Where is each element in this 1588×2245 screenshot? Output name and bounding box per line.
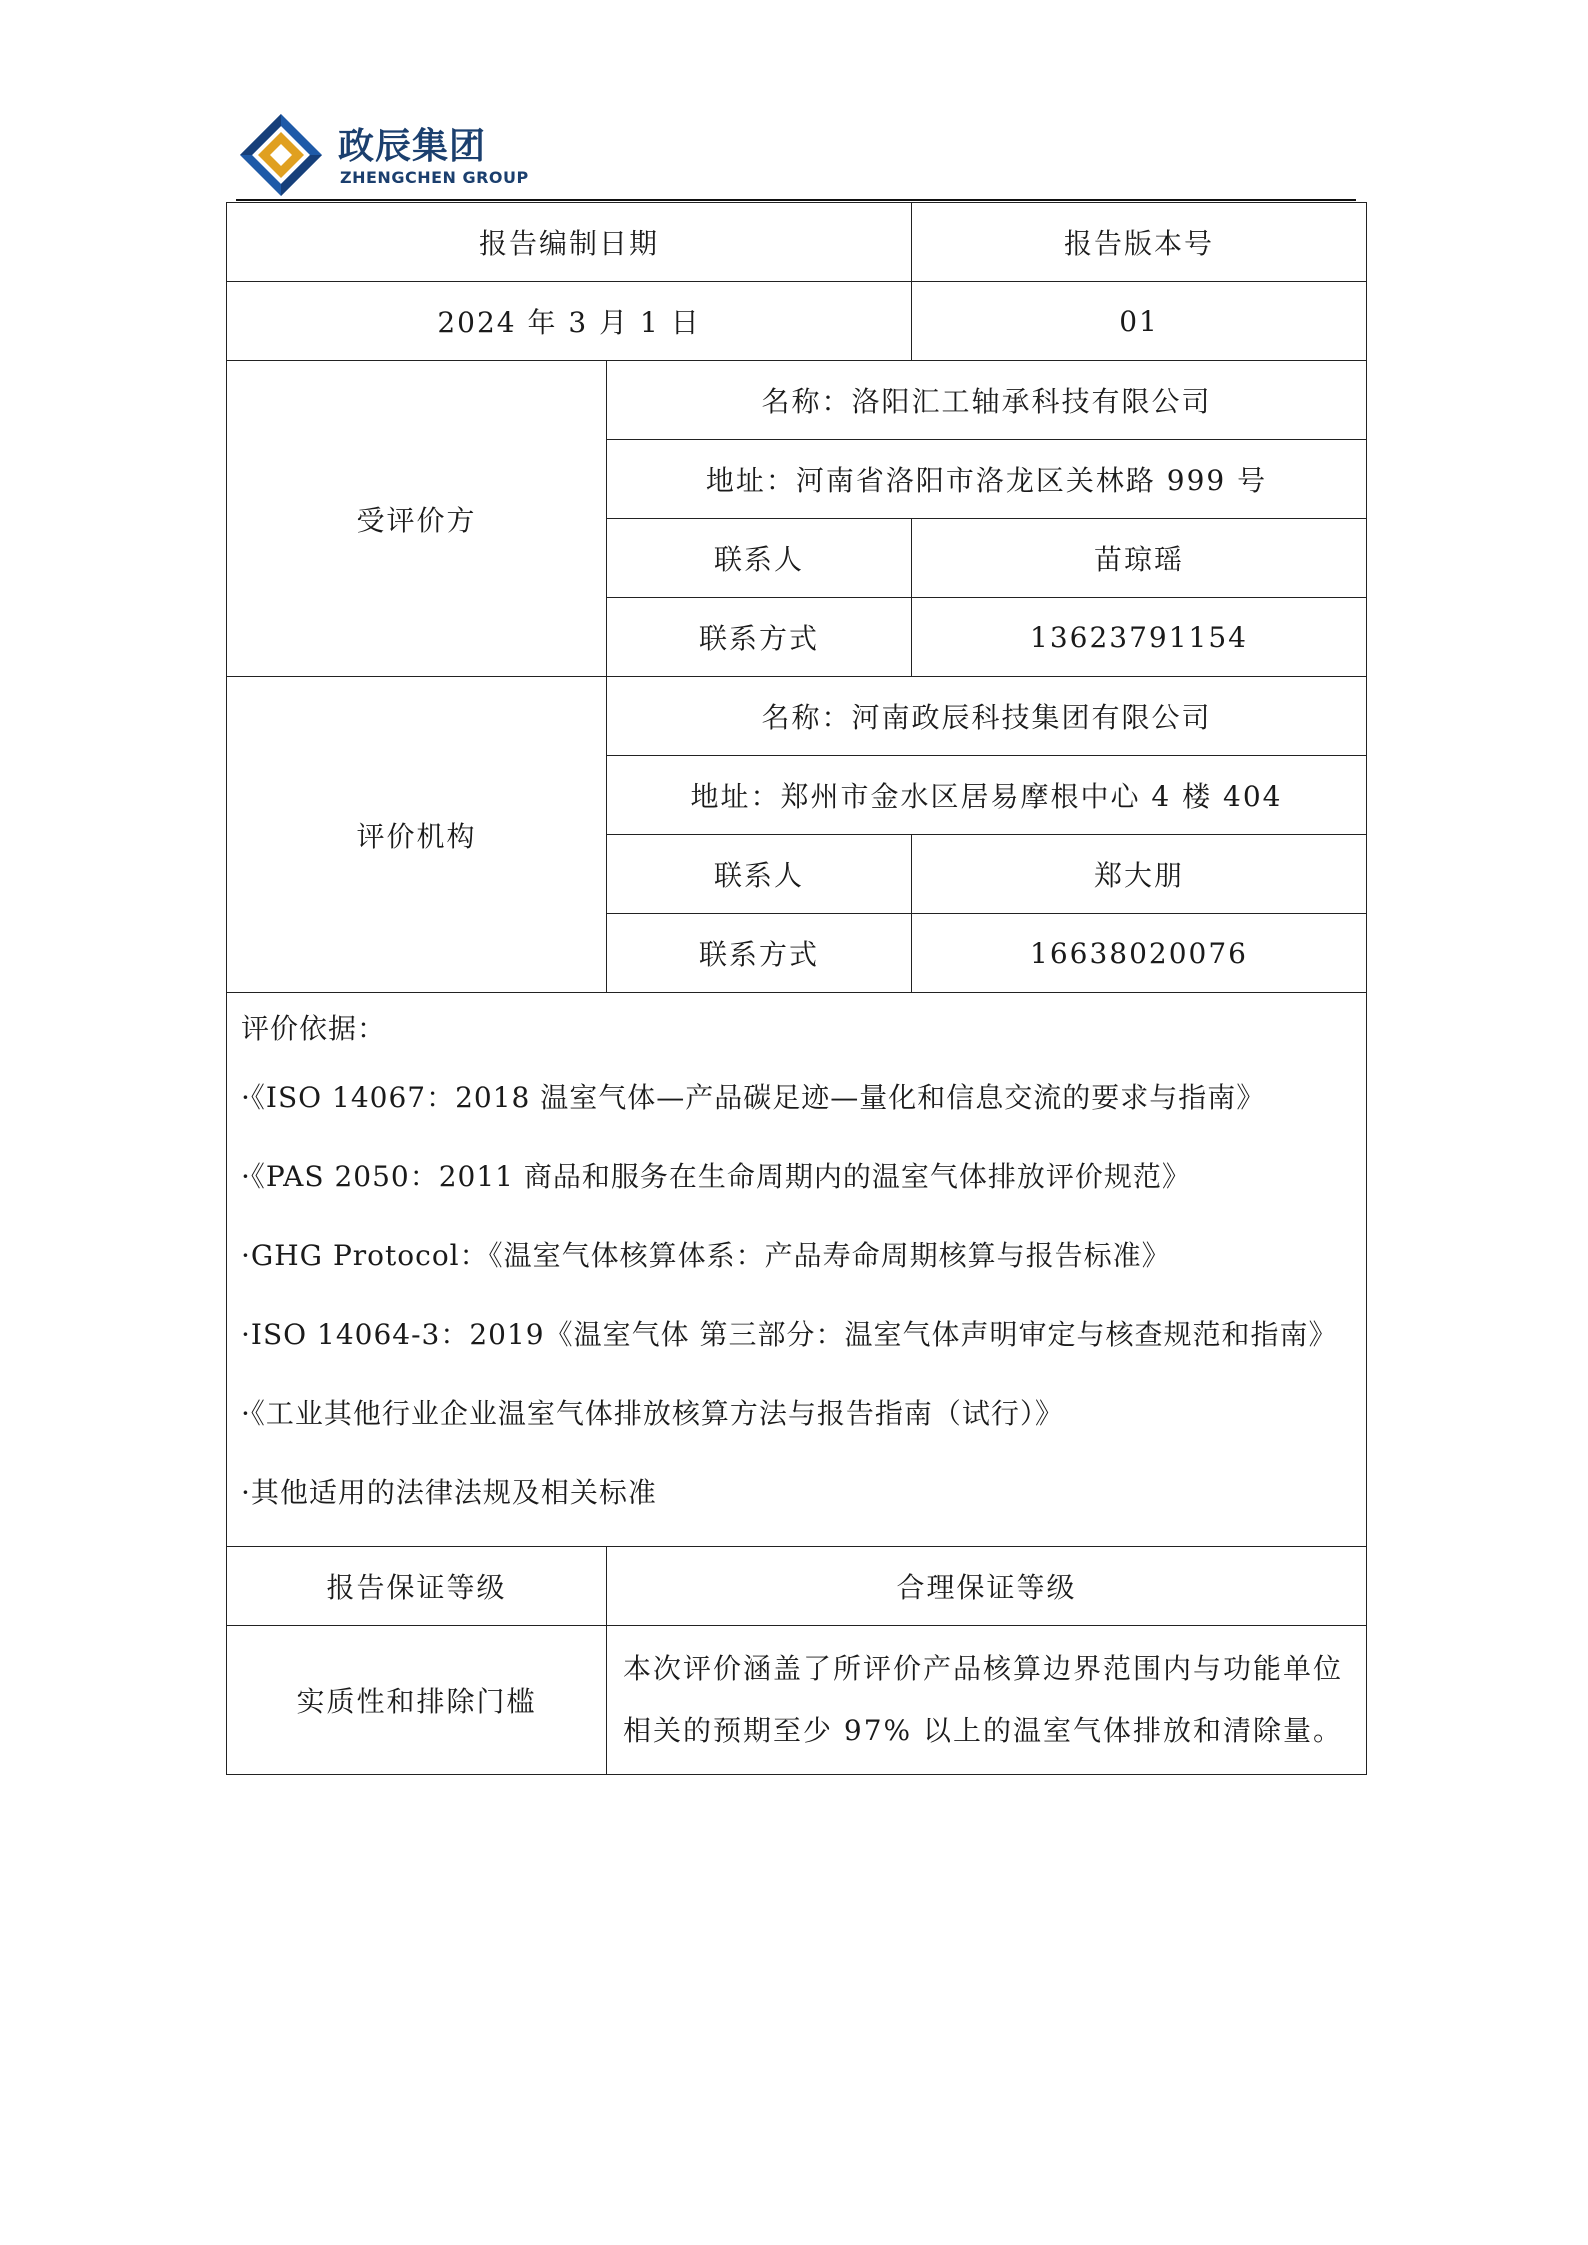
basis-item: ·《工业其他行业企业温室气体排放核算方法与报告指南（试行）》 [241,1396,1064,1430]
table-row [227,993,1367,1547]
version-value: 01 [912,282,1367,361]
table-row [227,282,1367,361]
assurance-label: 报告保证等级 [227,1547,607,1626]
evaluated-party-name: 名称：洛阳汇工轴承科技有限公司 [607,361,1367,440]
table-row [227,203,1367,282]
evaluated-party-contact-label: 联系人 [607,519,912,598]
basis-item: ·ISO 14064-3：2019《温室气体 第三部分：温室气体声明审定与核查规范和指南》 [241,1317,1338,1351]
basis-title: 评价依据： [241,1012,387,1045]
company-header [236,110,556,200]
materiality-description: 本次评价涵盖了所评价产品核算边界范围内与功能单位相关的预期至少 97% 以上的温室气体排放和清除量。 [607,1626,1367,1775]
materiality-label: 实质性和排除门槛 [227,1626,607,1775]
table-row [227,677,1367,756]
evaluated-party-contact: 苗琼瑶 [912,519,1367,598]
evaluator-address: 地址：郑州市金水区居易摩根中心 4 楼 404 [607,756,1367,835]
evaluated-party-address: 地址：河南省洛阳市洛龙区关林路 999 号 [607,440,1367,519]
version-label: 报告版本号 [912,203,1367,282]
brand-name-cn: 政辰集团 [338,126,487,167]
basis-item: ·《ISO 14067：2018 温室气体—产品碳足迹—量化和信息交流的要求与指南》 [241,1081,1266,1114]
evaluated-party-label: 受评价方 [227,361,607,677]
brand-name-en: ZHENGCHEN GROUP [340,168,529,187]
evaluator-phone-label: 联系方式 [607,914,912,993]
table-row [227,1626,1367,1775]
zhengchen-diamond-logo-icon [236,110,326,200]
assurance-value: 合理保证等级 [607,1547,1367,1626]
compile-date-value: 2024 年 3 月 1 日 [227,282,912,361]
basis-item: ·GHG Protocol：《温室气体核算体系：产品寿命周期核算与报告标准》 [241,1238,1171,1272]
evaluator-name: 名称：河南政辰科技集团有限公司 [607,677,1367,756]
basis-item: ·其他适用的法律法规及相关标准 [241,1475,657,1509]
compile-date-label: 报告编制日期 [227,203,912,282]
evaluator-contact-label: 联系人 [607,835,912,914]
evaluated-party-phone-label: 联系方式 [607,598,912,677]
table-row [227,361,1367,440]
report-info-table [226,202,1367,1775]
evaluator-contact: 郑大朋 [912,835,1367,914]
evaluator-label: 评价机构 [227,677,607,993]
evaluator-phone: 16638020076 [912,914,1367,993]
evaluated-party-phone: 13623791154 [912,598,1367,677]
header-divider [236,199,1356,201]
table-row [227,1547,1367,1626]
basis-item: ·《PAS 2050：2011 商品和服务在生命周期内的温室气体排放评价规范》 [241,1159,1191,1193]
evaluation-basis [227,993,1367,1547]
